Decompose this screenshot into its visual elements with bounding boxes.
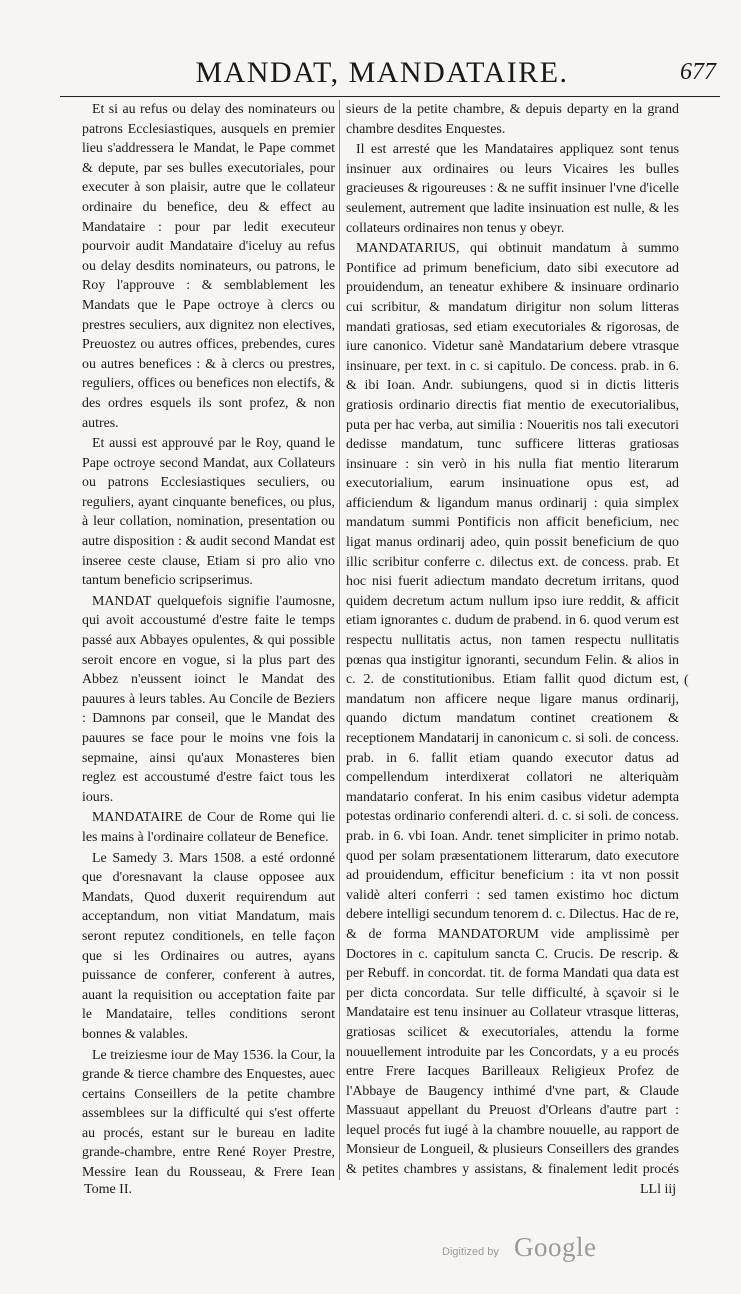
signature-mark: LLl iij (640, 1182, 677, 1197)
paragraph: MANDATAIRE de Cour de Rome qui lie les mains à l'ordinaire collateur de Benefice. (82, 810, 335, 845)
paragraph: Il est arresté que les Mandataires appliquez sont tenus insinuer aux ordinaires ou leurs Vicaires les bulles gracieuses & rigoureuses : & ne suffit insinuer l'vne d'icelle seulement, autrement que ladite insinuation est nulle, & les collateurs ordinaires non tenus y obeyr. (346, 142, 679, 236)
paragraph: MANDAT quelquefois signifie l'aumosne, qui avoit accoustumé d'estre faite le temps passé aux Abbayes opulentes, & qui possible seroit encore en vogue, si la plus part des Abbez n'eussent ioinct le Mandat des pauures à leurs tables. Au Concile de Beziers : Damnons par conseil, que le Mandat des pauures se face pour le moins vne fois la sepmaine, ainsi qu'aux Monasteres bien reglez est accoustumé d'estre faict tous les iours. (82, 593, 335, 805)
google-logo: Google (514, 1232, 597, 1262)
digitized-watermark (442, 1232, 642, 1272)
page-number: 677 (680, 59, 716, 85)
paragraph: sieurs de la petite chambre, & depuis departy en la grand chambre desdites Enquestes. (346, 102, 679, 137)
paragraph: Et aussi est approuvé par le Roy, quand le Pape octroye second Mandat, aux Collateurs ou patrons Ecclesiastiques seculiers, ou reguliers, ayant cinquante benefices, ou plus, à leur collation, nomination, presentation ou autre disposition : & audit second Mandat est inseree ceste clause, Etiam si pro alio vno tantum beneficio scripserimus. (82, 436, 335, 589)
paragraph: MANDATARIUS, qui obtinuit mandatum à summo Pontifice ad primum beneficium, dato sibi executore ad prouidendum, an teneatur exhibere & insinuare ordinario cui scribitur, & mandatum dirigitur non solum litteras mandati gratiosas, sed etiam executoriales & rigorosas, de iure canonico. Videtur sanè Mandatarium debere vtrasque insinuare, per text. in c. si capitulo. De concess. prab. in 6. & ibi Ioan. Andr. subiungens, quod si in dictis litteris gratiosis ordinario directis fiat mentio de executorialibus, puta per hac verba, aut similia : Noueritis nos tali executori dedisse mandatum, tunc sufficere litteras gratiosas insinuare : sin verò in his nulla fiat mentio literarum executorialium, earum insinuatione opus est, ad afficiendum & ligandum manus ordinarij : quia simplex mandatum summi Pontificis non afficit beneficium, nec ligat manus ordinarij adeo, quin possit beneficium de quo illic scribitur conferre c. dilectus ext. de concess. prab. Et hoc nisi fuerit adiectum mandato decretum irritans, quod quidem decretum actum nullum ipso iure reddit, & afficit etiam ignorantes c. dudum de prabend. in 6. quod verum est respectu nullitatis actus, non tamen respectu nullitatis pœnas qua instigitur ignoranti, secundum Felin. & alios in c. 2. de constitutionibus. Etiam fallit quod dictum est, mandatum non afficere neque ligare manus ordinarij, quando dictum mandatum continet creationem & receptionem Mandatarij in canonicum c. si soli. de concess. prab. in 6. fallit etiam quando executor datus ad compellendum interdixerat collatori ne alteriquàm mandatario conferat. In his enim casibus videtur adempta potestas ordinario conferendi alteri. d. c. si soli. de concess. prab. in 6. vbi Ioan. Andr. tenet simpliciter in primo notab. quod per solam præsentationem litterarum, dato executore ad prouidendum, efficitur beneficium : ita vt non possit validè alteri conferri : sed tamen existimo hoc dictum debere intelligi secundum tenorem d. c. Dilectus. Hac de re, & de forma MANDATORUM vide amplissimè per Doctores in c. capitulum sancta C. Crucis. De rescrip. & per Rebuff. in concordat. tit. de forma Mandati qua data est per dicta concordata. Sur telle difficulté, à sçavoir si le Mandataire est tenu insinuer au Collateur vtrasque litteras, gratiosas scilicet & executoriales, attendu la forme nouuellement introduite par les Concordats, y a eu procés entre Frere Iacques Barilleaux Religieux Profez de l'Abbaye de Baugency inthimé d'vne part, & Claude Massuaut appellant du Preuost d'Orleans d'autre part : lequel procés fut iugé à la chambre nouuelle, au rapport de Monsieur de Longueil, & plusieurs Conseillers des grandes & petites chambres y assistans, & finalement ledit procés (346, 241, 679, 1178)
paragraph: Le treiziesme iour de May 1536. la Cour, la grande & tierce chambre des Enquestes, auec certains Conseillers de la petite chambre assemblees sur la difficulté qui s'est offerte au procés, estant sur le bureau en ladite grande-chambre, entre René Royer Prestre, Messire Iean du Rousseau, & Frere Iean (82, 1047, 335, 1180)
paragraph: Et si au refus ou delay des nominateurs ou patrons Ecclesiastiques, ausquels en premier lieu s'addressera le Mandat, le Pape commet & depute, par ses bulles executoriales, pour executer à son plaisir, autre que le collateur ordinaire du benefice, deu & effect au Mandataire : pour par ledit executeur pourvoir audit Mandataire d'iceluy au refus ou delay desdits nominateurs, ou patrons, le Roy l'approuve : & semblablement les Mandats que le Pape octroye à clercs ou prestres seculiers, aux dignitez non electives, Preuostez ou autres offices, prebendes, cures ou autres benefices : & à clercs ou prestres, reguliers, offices ou benefices non electifs, & des ordres esquels ils sont profez, & non autres. (82, 102, 335, 431)
margin-mark: ( (684, 673, 689, 688)
catchword: Tome II. (84, 1182, 133, 1197)
right-column (339, 100, 679, 1180)
watermark-prefix: Digitized by (442, 1246, 499, 1258)
running-head: MANDAT, MANDATAIRE. (195, 56, 569, 89)
paragraph: Le Samedy 3. Mars 1508. a esté ordonné que d'oresnavant la clause opposee aux Mandats, Quod duxerit requirendum aut acceptandum, non vitiat Mandatum, mais seront reputez conditionels, en telle façon que si les Ordinaires ou autres, ayans puissance de conferer, conferent à autres, auant la requisition ou acceptation faite par le Mandataire, telles conditions seront bonnes & valables. (82, 850, 335, 1042)
left-column (82, 100, 335, 1180)
page-header (60, 50, 720, 97)
